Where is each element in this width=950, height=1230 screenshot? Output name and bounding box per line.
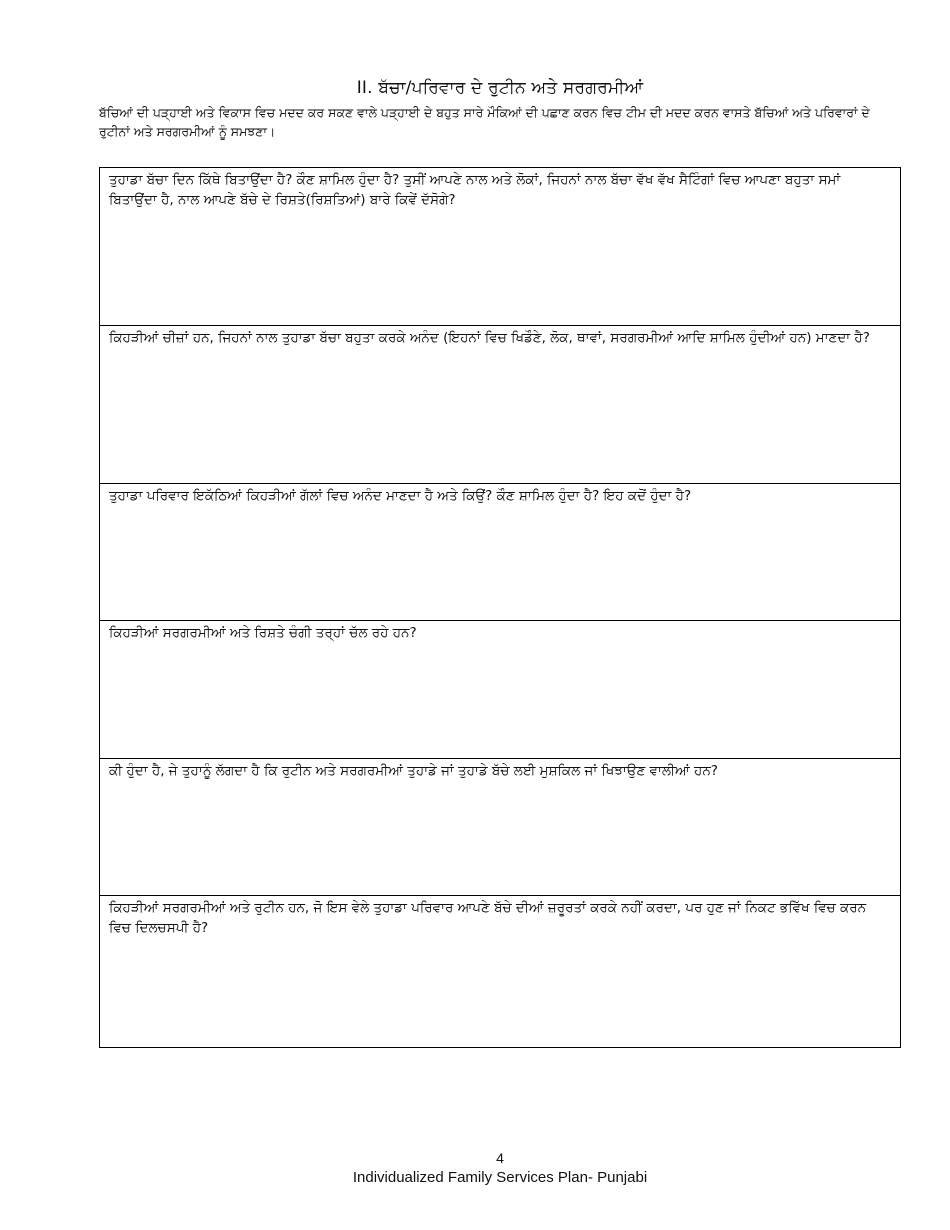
questions-table: [99, 167, 901, 1048]
question-text-4: ਕਿਹੜੀਆਂ ਸਰਗਰਮੀਆਂ ਅਤੇ ਰਿਸ਼ਤੇ ਚੰਗੀ ਤਰ੍ਹਾਂ ਚੱਲ ਰਹੇ ਹਨ?: [109, 625, 417, 641]
question-box-4[interactable]: [100, 621, 900, 759]
question-box-3[interactable]: [100, 484, 900, 621]
question-text-2: ਕਿਹੜੀਆਂ ਚੀਜ਼ਾਂ ਹਨ, ਜਿਹਨਾਂ ਨਾਲ ਤੁਹਾਡਾ ਬੱਚਾ ਬਹੁਤਾ ਕਰਕੇ ਅਨੰਦ (ਇਹਨਾਂ ਵਿਚ ਖਿਡੌਣੇ, ਲੋਕ, ਥਾਵਾਂ, ਸਰਗਰਮੀਆਂ ਆਦਿ ਸ਼ਾਮਿਲ ਹੁੰਦੀਆਂ ਹਨ) ਮਾਣਦਾ ਹੈ?: [109, 330, 870, 346]
question-text-3: ਤੁਹਾਡਾ ਪਰਿਵਾਰ ਇਕੱਠਿਆਂ ਕਿਹੜੀਆਂ ਗੱਲਾਂ ਵਿਚ ਅਨੰਦ ਮਾਣਦਾ ਹੈ ਅਤੇ ਕਿਉਂ? ਕੌਣ ਸ਼ਾਮਿਲ ਹੁੰਦਾ ਹੈ? ਇਹ ਕਦੋਂ ਹੁੰਦਾ ਹੈ?: [109, 488, 692, 504]
section-intro: ਬੱਚਿਆਂ ਦੀ ਪੜ੍ਹਾਈ ਅਤੇ ਵਿਕਾਸ ਵਿਚ ਮਦਦ ਕਰ ਸਕਣ ਵਾਲੇ ਪੜ੍ਹਾਈ ਦੇ ਬਹੁਤ ਸਾਰੇ ਮੌਕਿਆਂ ਦੀ ਪਛਾਣ ਕਰਨ ਵਿਚ ਟੀਮ ਦੀ ਮਦਦ ਕਰਨ ਵਾਸਤੇ ਬੱਚਿਆਂ ਅਤੇ ਪਰਿਵਾਰਾਂ ਦੇ ਰੁਟੀਨਾਂ ਅਤੇ ਸਰਗਰਮੀਆਂ ਨੂੰ ਸਮਝਣਾ।: [99, 105, 870, 139]
question-text-6: ਕਿਹੜੀਆਂ ਸਰਗਰਮੀਆਂ ਅਤੇ ਰੁਟੀਨ ਹਨ, ਜੋ ਇਸ ਵੇਲੇ ਤੁਹਾਡਾ ਪਰਿਵਾਰ ਆਪਣੇ ਬੱਚੇ ਦੀਆਂ ਜ਼ਰੂਰਤਾਂ ਕਰਕੇ ਨਹੀਂ ਕਰਦਾ, ਪਰ ਹੁਣ ਜਾਂ ਨਿਕਟ ਭਵਿੱਖ ਵਿਚ ਕਰਨ ਵਿਚ ਦਿਲਚਸਪੀ ਹੈ?: [109, 900, 867, 936]
question-box-1[interactable]: [100, 168, 900, 326]
question-text-1: ਤੁਹਾਡਾ ਬੱਚਾ ਦਿਨ ਕਿੱਥੇ ਬਿਤਾਉਂਦਾ ਹੈ? ਕੌਣ ਸ਼ਾਮਿਲ ਹੁੰਦਾ ਹੈ? ਤੁਸੀਂ ਆਪਣੇ ਨਾਲ ਅਤੇ ਲੋਕਾਂ, ਜਿਹਨਾਂ ਨਾਲ ਬੱਚਾ ਵੱਖ ਵੱਖ ਸੈਟਿੰਗਾਂ ਵਿਚ ਆਪਣਾ ਬਹੁਤਾ ਸਮਾਂ ਬਿਤਾਉਂਦਾ ਹੈ, ਨਾਲ ਆਪਣੇ ਬੱਚੇ ਦੇ ਰਿਸ਼ਤੇ(ਰਿਸ਼ਤਿਆਂ) ਬਾਰੇ ਕਿਵੇਂ ਦੱਸੋਗੇ?: [109, 172, 841, 208]
page-title: II. ਬੱਚਾ/ਪਰਿਵਾਰ ਦੇ ਰੁਟੀਨ ਅਤੇ ਸਰਗਰਮੀਆਂ: [356, 78, 644, 98]
page-number: 4: [496, 1150, 504, 1166]
question-box-5[interactable]: [100, 759, 900, 896]
question-text-5: ਕੀ ਹੁੰਦਾ ਹੈ, ਜੇ ਤੁਹਾਨੂੰ ਲੱਗਦਾ ਹੈ ਕਿ ਰੁਟੀਨ ਅਤੇ ਸਰਗਰਮੀਆਂ ਤੁਹਾਡੇ ਜਾਂ ਤੁਹਾਡੇ ਬੱਚੇ ਲਈ ਮੁਸ਼ਕਿਲ ਜਾਂ ਖਿਝਾਉਣ ਵਾਲੀਆਂ ਹਨ?: [109, 763, 718, 779]
question-box-2[interactable]: [100, 326, 900, 484]
footer-document-title: Individualized Family Services Plan- Punjabi: [352, 1169, 648, 1186]
question-box-6[interactable]: [100, 896, 900, 1047]
